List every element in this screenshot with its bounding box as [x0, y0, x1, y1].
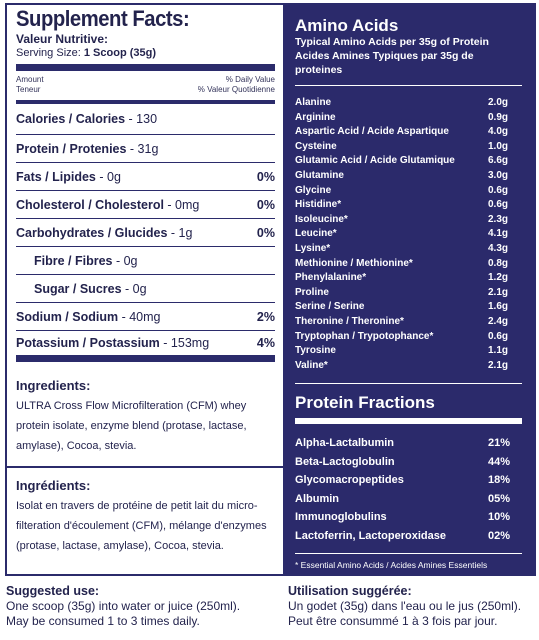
amino-acid-row	[295, 242, 522, 257]
protein-fraction-list	[295, 434, 522, 545]
protein-fraction-row-name: Glycomacropeptides	[295, 474, 404, 487]
nutrient-row-cholesterol	[16, 191, 275, 219]
ingredients-fr-text: Isolat en travers de protéine de petit lait du micro-filteration d'écoulement (CFM), mélange d'enzymes (protase, lactase, amylase), Cocoa, stevia.	[16, 500, 267, 552]
amino-acid-row-name: Alanine	[295, 97, 332, 108]
nutrient-row-sodium	[16, 303, 275, 331]
amino-acid-row-value: 2.1g	[488, 286, 509, 298]
amino-title: Amino Acids	[295, 16, 399, 35]
divider	[295, 418, 522, 424]
ingredients-en	[16, 362, 275, 456]
protein-fraction-row-value: 21%	[488, 437, 511, 450]
protein-fraction-row-value: 10%	[488, 511, 511, 524]
daily-value-label-en: % Daily Value	[225, 75, 275, 84]
divider	[295, 553, 522, 554]
amino-acid-row-name: Proline	[295, 286, 329, 298]
ingredients-fr	[16, 468, 275, 556]
amino-subtitle-en: Typical Amino Acids per 35g of Protein	[295, 36, 489, 48]
amino-acid-row-value: 6.6g	[488, 155, 509, 167]
amino-acid-row	[295, 359, 522, 374]
nutrient-name: Calories / Calories	[16, 112, 126, 126]
protein-fraction-row	[295, 527, 522, 546]
amino-acid-row-name: Histidine*	[295, 199, 342, 211]
nutrient-pct: 0%	[256, 225, 275, 240]
nutrient-amount: - 0g	[95, 169, 121, 184]
nutrient-amount: - 0g	[121, 281, 147, 296]
amino-acid-row	[295, 271, 522, 286]
nutrient-name: Carbohydrates / Glucides	[16, 225, 168, 240]
protein-fraction-row-name: Lactoferrin, Lactoperoxidase	[295, 529, 446, 542]
facts-title: Supplement Facts:	[16, 6, 190, 31]
nutrient-name: Fats / Lipides	[16, 169, 96, 184]
nutrient-row-carbohydrates	[16, 219, 275, 247]
nutrient-amount: - 0g	[112, 253, 138, 268]
amino-acid-row-value: 0.8g	[488, 257, 509, 269]
amino-acid-row-name: Tryptophan / Trypotophance*	[295, 330, 434, 342]
amount-label-en: Amount	[16, 75, 44, 84]
facts-subtitle: Valeur Nutritive:	[16, 32, 109, 46]
amino-acid-row-value: 0.6g	[488, 184, 509, 196]
protein-fraction-row	[295, 434, 522, 453]
amino-acid-row	[295, 286, 522, 301]
amino-acid-row-value: 1.2g	[488, 272, 509, 284]
amino-acid-row-name: Cysteine	[295, 140, 337, 152]
amino-acid-row	[295, 140, 522, 155]
amino-acid-row-value: 1.6g	[488, 301, 509, 313]
supplement-label	[5, 3, 536, 576]
amino-acid-row	[295, 96, 522, 111]
suggested-use-fr	[288, 584, 521, 629]
amino-acid-row	[295, 300, 522, 315]
amino-acid-row-value: 2.3g	[488, 213, 509, 225]
suggested-use-fr-title: Utilisation suggérée:	[288, 584, 412, 598]
suggested-use-title: Suggested use:	[6, 584, 100, 598]
serving-prefix: Serving Size:	[16, 47, 81, 59]
amino-acids-panel	[285, 5, 534, 574]
serving-value: 1 Scoop (35g)	[83, 47, 156, 59]
protein-fraction-row-value: 44%	[488, 455, 511, 468]
amount-label-fr: Teneur	[16, 85, 41, 94]
amino-acid-row-name: Arginine	[295, 111, 336, 123]
suggested-use-fr-line2: Peut être consummé 1 à 3 fois par jour.	[288, 614, 498, 628]
suggested-use-line1: One scoop (35g) into water or juice (250ml).	[6, 599, 241, 613]
amino-acid-row-value: 1.1g	[488, 345, 509, 357]
protein-fraction-row-name: Beta-Lactoglobulin	[295, 455, 395, 468]
amino-acid-row-value: 3.0g	[488, 169, 509, 181]
nutrient-amount: - 31g	[126, 141, 159, 156]
nutrient-name: Potassium / Postassium	[16, 336, 160, 350]
amino-acid-row-value: 4.1g	[488, 228, 509, 240]
nutrient-pct: 4%	[256, 336, 275, 350]
nutrient-row-sugar	[16, 275, 275, 303]
nutrient-row-calories	[16, 104, 275, 135]
suggested-use-en	[6, 584, 240, 629]
amino-acid-row-name: Serine / Serine	[295, 301, 365, 313]
ingredients-en-text: ULTRA Cross Flow Microfilteration (CFM) whey protein isolate, enzyme blend (protase, lactase, amylase), Cocoa, stevia.	[16, 400, 247, 452]
amount-header	[16, 71, 275, 104]
nutrient-row-potassium	[16, 331, 275, 362]
suggested-use-fr-line1: Un godet (35g) dans l'eau ou le jus (250ml).	[288, 599, 522, 613]
protein-fractions-title: Protein Fractions	[295, 393, 435, 413]
supplement-facts-panel	[7, 5, 285, 574]
amino-acid-row	[295, 125, 522, 140]
ingredients-fr-title: Ingrédients:	[16, 478, 91, 493]
nutrient-pct: 0%	[256, 169, 275, 184]
amino-acid-row-value: 2.0g	[488, 97, 509, 108]
amino-acid-row-name: Glutamine	[295, 169, 344, 181]
nutrient-name: Cholesterol / Cholesterol	[16, 197, 164, 212]
amino-acid-row	[295, 344, 522, 359]
protein-fraction-row	[295, 453, 522, 472]
divider	[295, 383, 522, 384]
ingredients-en-title: Ingredients:	[16, 378, 91, 393]
protein-fraction-row-value: 02%	[488, 529, 511, 542]
amino-acid-row	[295, 198, 522, 213]
amino-acid-row-name: Lysine*	[295, 242, 331, 254]
amino-acid-row-name: Isoleucine*	[295, 213, 348, 225]
amino-acid-row-name: Methionine / Methionine*	[295, 257, 413, 269]
nutrient-row-protein	[16, 135, 275, 163]
nutrient-pct: 2%	[256, 309, 275, 324]
amino-acid-row-name: Phenylalanine*	[295, 272, 367, 284]
amino-acid-row	[295, 257, 522, 272]
amino-acid-row-name: Glycine	[295, 184, 332, 196]
protein-fraction-row	[295, 508, 522, 527]
nutrient-name: Protein / Protenies	[16, 141, 127, 156]
nutrient-name: Sugar / Sucres	[34, 281, 122, 296]
amino-acid-row-value: 0.6g	[488, 330, 509, 342]
daily-value-label-fr: % Valeur Quotidienne	[197, 85, 275, 94]
amino-acid-row-name: Glutamic Acid / Acide Glutamique	[295, 155, 455, 167]
nutrient-row-fats	[16, 163, 275, 191]
nutrient-amount: - 130	[125, 112, 158, 126]
protein-fraction-row	[295, 490, 522, 509]
amino-subtitle-fr: Acides Amines Typiques par 35g de proteines	[295, 49, 522, 86]
amino-acid-row-name: Valine*	[295, 359, 328, 371]
amino-acid-row-value: 2.1g	[488, 359, 509, 371]
amino-acid-row	[295, 227, 522, 242]
serving-size	[16, 46, 275, 71]
protein-fraction-row-value: 18%	[488, 474, 511, 487]
amino-acid-row-value: 1.0g	[488, 140, 509, 152]
amino-acid-list	[295, 96, 522, 373]
amino-acid-row	[295, 330, 522, 345]
nutrient-row-fibre	[16, 247, 275, 275]
amino-acid-row	[295, 154, 522, 169]
amino-acid-row	[295, 111, 522, 126]
amino-acid-row	[295, 315, 522, 330]
amino-acid-row	[295, 169, 522, 184]
amino-acid-row-value: 2.4g	[488, 315, 509, 327]
protein-fraction-row-value: 05%	[488, 492, 511, 505]
amino-acid-row-name: Leucine*	[295, 228, 337, 240]
protein-fraction-row-name: Albumin	[295, 492, 339, 505]
nutrient-name: Sodium / Sodium	[16, 309, 119, 324]
nutrient-name: Fibre / Fibres	[34, 253, 113, 268]
amino-acid-row-value: 0.9g	[488, 111, 509, 123]
nutrient-amount: - 0mg	[163, 197, 200, 212]
amino-acid-row-name: Tyrosine	[295, 345, 336, 357]
protein-fraction-row-name: Alpha-Lactalbumin	[295, 437, 395, 450]
amino-acid-row-name: Aspartic Acid / Acide Aspartique	[295, 126, 449, 138]
protein-fraction-row-name: Immunoglobulins	[295, 511, 387, 524]
amino-acid-row-value: 4.0g	[488, 126, 509, 138]
essential-footnote: * Essential Amino Acids / Acides Amines Essentiels	[295, 560, 488, 571]
nutrient-pct: 0%	[256, 197, 275, 212]
suggested-use-line2: May be consumed 1 to 3 times daily.	[6, 614, 200, 628]
amino-acid-row	[295, 184, 522, 199]
nutrient-amount: - 1g	[167, 225, 193, 240]
amino-acid-row	[295, 213, 522, 228]
nutrient-amount: - 153mg	[159, 336, 210, 350]
amino-acid-row-value: 0.6g	[488, 199, 509, 211]
protein-fraction-row	[295, 471, 522, 490]
amino-acid-row-value: 4.3g	[488, 242, 509, 254]
nutrient-amount: - 40mg	[118, 309, 161, 324]
amino-acid-row-name: Theronine / Theronine*	[295, 315, 404, 327]
